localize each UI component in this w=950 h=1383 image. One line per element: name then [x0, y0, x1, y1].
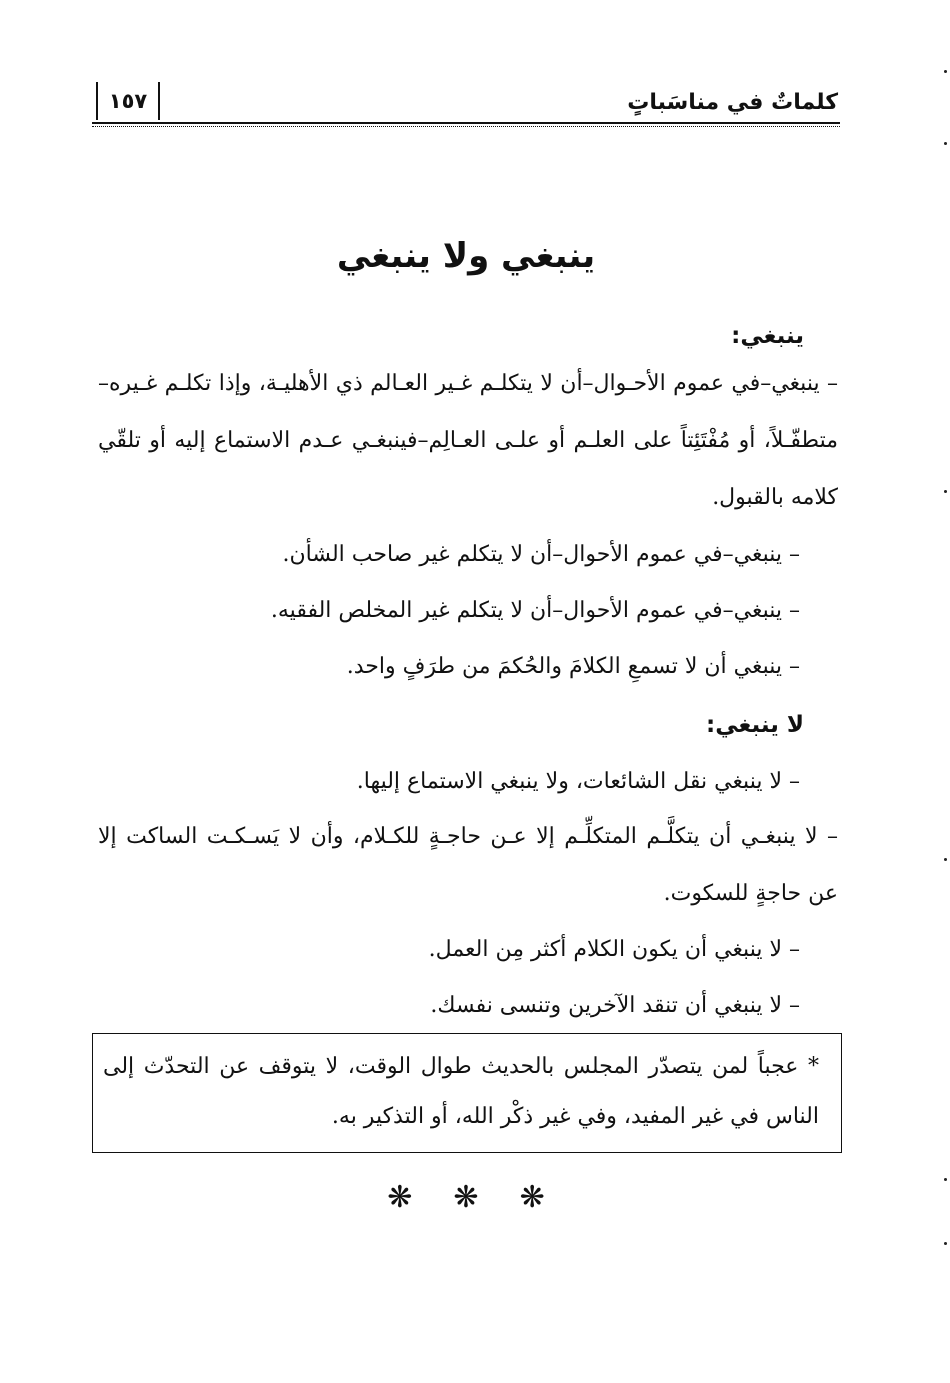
- should-heading: ينبغي:: [731, 323, 804, 349]
- section-ornaments: [92, 1178, 840, 1218]
- book-title: كلماتٌ في مناسَباتٍ: [627, 90, 838, 115]
- note-text: * عجباً لمن يتصدّر المجلس بالحديث طوال الوقت، لا يتوقف عن التحدّث إلى الناس في غير المفيد، وفي غير ذكْر الله، أو التذكير به.: [103, 1054, 819, 1129]
- flower-ornament-icon: ❋: [453, 1180, 479, 1215]
- should-item: – ينبغي أن لا تسمعِ الكلامَ والحُكمَ من طرَفٍ واحد.: [346, 654, 800, 679]
- should-first-paragraph: – ينبغي–في عموم الأحـوال–أن لا يتكلـم غـير العـالم ذي الأهليـة، وإذا تكلـم غـيره–متطفّـلاً، أو مُفْتَئِتاً على العلـم أو علـى العـالِم–فينبغـي عـدم الاستماع إليه أو تلقّي كلامه بالقبول.: [98, 371, 838, 510]
- scan-speck: [944, 858, 947, 861]
- flower-ornament-icon: ❋: [519, 1180, 545, 1215]
- scan-speck: [944, 142, 947, 145]
- should-not-item: – لا ينبغي أن يكون الكلام أكثر مِن العمل.: [428, 937, 800, 962]
- scan-speck: [944, 1242, 947, 1245]
- should-item: – ينبغي–في عموم الأحوال–أن لا يتكلم غير المخلص الفقيه.: [270, 598, 800, 623]
- should-item: – ينبغي–في عموم الأحوال–أن لا يتكلم غير صاحب الشأن.: [282, 542, 800, 567]
- should-not-item: – لا ينبغي أن تنقد الآخرين وتنسى نفسك.: [430, 993, 800, 1018]
- scan-speck: [944, 1178, 947, 1181]
- article-title: ينبغي ولا ينبغي: [336, 236, 596, 276]
- flower-ornament-icon: ❋: [387, 1180, 413, 1215]
- header-rule: [92, 122, 840, 128]
- running-header: [92, 82, 840, 126]
- scan-speck: [944, 70, 947, 73]
- should-not-item-long: – لا ينبغـي أن يتكلَّـم المتكلِّـم إلا عـن حاجـةٍ للكـلام، وأن لا يَسـكـت الساكت إلا عن حاجةٍ للسكوت.: [98, 824, 838, 906]
- should-not-item: – لا ينبغي نقل الشائعات، ولا ينبغي الاستماع إليها.: [356, 769, 800, 794]
- should-not-heading: لا ينبغي:: [706, 712, 804, 738]
- scan-speck: [944, 490, 947, 493]
- note-box: [92, 1033, 842, 1153]
- page-number: ١٥٧: [96, 82, 160, 120]
